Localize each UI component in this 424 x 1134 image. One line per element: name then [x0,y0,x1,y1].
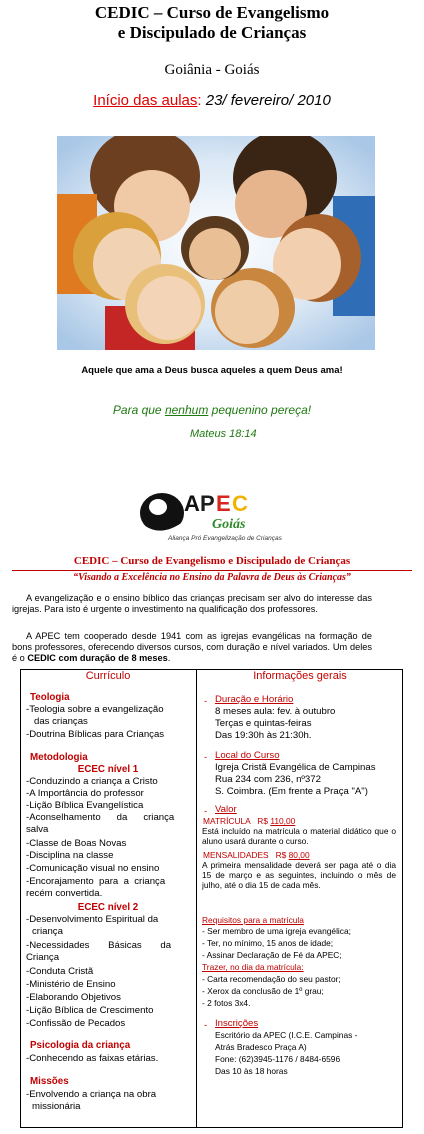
start-colon: : [197,92,202,109]
svg-text:A: A [184,491,200,516]
list-item: -Ministério de Ensino [26,979,116,990]
missoes-heading: Missões [30,1076,69,1087]
list-item: -Doutrina Bíblicas para Crianças [26,729,165,740]
title-divider [12,570,412,571]
info-line: Fone: (62)3945-1176 / 8484-6596 [215,1054,341,1064]
matricula-text: Está incluído na matrícula o material didático que o aluno usará durante o curso. [202,826,396,846]
verse-post: pequenino pereça! [208,403,312,417]
list-item: -Disciplina na classe [26,850,114,861]
info-line: S. Coimbra. (Em frente a Praça "A") [215,786,368,797]
mensalidade-value: 80,00 [288,850,310,860]
city-label: Goiânia - Goiás [164,62,260,78]
inscricoes-heading: Inscrições [215,1018,259,1029]
local-dash: - [204,752,208,763]
list-item: criança [32,926,63,937]
ecec1-heading: ECEC nível 1 [77,764,139,775]
page-title-line2: e Discipulado de Crianças [117,23,307,42]
list-item: - Carta recomendação do seu pastor; [202,974,341,984]
list-item: -Necessidades Básicas da [26,940,172,951]
intro-text: A evangelização e o ensino bíblico das crianças precisam ser alvo do interesse das igrejas. Para isto é urgente o investimento na qualificação dos professores. [12,593,372,614]
course-subtitle: “Visando a Excelência no Ensino da Palavra de Deus às Crianças” [73,572,351,583]
matricula-label: MATRÍCULA R$ [203,816,271,826]
apec-period: . [167,653,171,663]
apec-duration: CEDIC com duração de 8 meses [27,653,168,663]
list-item: -Aconselhamento da criança [26,812,175,823]
children-photo-image [57,136,375,350]
list-item: missionária [32,1101,81,1112]
list-item: -Lição Bíblica de Crescimento [26,1005,154,1016]
logo-tagline: Aliança Pró Evangelização de Crianças [168,535,282,542]
list-item: -Elaborando Objetivos [26,992,121,1003]
list-item: -A Importância do professor [26,788,144,799]
list-item: - 2 fotos 3x4. [202,998,251,1008]
info-line: 8 meses aula: fev. à outubro [215,706,336,717]
list-item: - Ter, no mínimo, 15 anos de idade; [202,938,334,948]
info-line: Terças e quintas-feiras [215,718,312,729]
local-heading: Local do Curso [215,750,280,761]
list-item: -Classe de Boas Novas [26,838,127,849]
start-date [0,92,424,109]
verse-pre: Para que [112,403,165,417]
mensalidade-price [203,850,310,860]
apec-paragraph [12,631,372,664]
bible-verse [0,403,424,417]
children-photo [57,136,375,350]
list-item: -Envolvendo a criança na obra [26,1089,157,1100]
apec-text: A APEC tem cooperado desde 1941 com as igrejas evangélicas na formação de bons professores, oferecendo diversos cursos, com duração e nível variados. Um deles é o [12,631,372,663]
list-item: -Encorajamento para a criança [26,876,166,887]
list-item: Criança [26,952,60,963]
course-title: CEDIC – Curso de Evangelismo e Discipulado de Crianças [73,555,351,567]
start-date-value: 23/ fevereiro/ 2010 [201,92,331,109]
info-line: Igreja Cristã Evangélica de Campinas [215,762,376,773]
duracao-dash: - [204,696,208,707]
info-line: Atrás Bradesco Praça A) [215,1042,307,1052]
matricula-value: 110,00 [270,816,296,826]
list-item: -Desenvolvimento Espiritual da [26,914,159,925]
list-item: - Ser membro de uma igreja evangélica; [202,926,351,936]
apec-logo-image [138,487,298,543]
apec-logo [138,487,298,543]
svg-text:C: C [232,491,248,516]
list-item: recém convertida. [26,888,103,899]
info-line: Das 19:30h às 21:30h. [215,730,312,741]
info-line: Das 10 às 18 horas [215,1066,288,1076]
list-item: -Conduta Cristã [26,966,94,977]
duracao-heading: Duração e Horário [215,694,294,705]
list-item: - Xerox da conclusão de 1º grau; [202,986,324,996]
intro-paragraph [12,593,372,615]
list-item: salva [26,824,49,835]
valor-heading: Valor [215,804,237,815]
list-item: - Assinar Declaração de Fé da APEC; [202,950,342,960]
list-item: -Lição Bíblica Evangelística [26,800,144,811]
list-item: das crianças [34,716,88,727]
psicologia-heading: Psicologia da criança [30,1040,131,1051]
curriculum-header: Currículo [85,670,131,682]
valor-dash: - [204,806,208,817]
general-info-header: Informações gerais [253,670,347,682]
ecec2-heading: ECEC nível 2 [77,902,139,913]
mensalidade-label: MENSALIDADES R$ [203,850,289,860]
list-item: -Teologia sobre a evangelização [26,704,164,715]
list-item: -Confissão de Pecados [26,1018,126,1029]
matricula-price [203,816,295,826]
mensalidade-text: A primeira mensalidade deverá ser paga até o dia 15 de março e as seguintes, incluindo o mês de julho, até o dia 15 de cada mês. [202,860,396,890]
info-line: Rua 234 com 236, nº372 [215,774,321,785]
logo-region: Goiás [212,517,246,532]
table-divider [196,669,197,1128]
list-item: -Conduzindo a criança a Cristo [26,776,158,787]
svg-text:E: E [216,491,231,516]
list-item: -Comunicação visual no ensino [26,863,160,874]
svg-text:P: P [200,491,215,516]
verse-reference: Mateus 18:14 [190,428,257,440]
trazer-heading: Trazer, no dia da matrícula: [202,962,304,972]
page-title: CEDIC – Curso de Evangelismo [94,3,330,22]
teologia-heading: Teologia [30,692,70,703]
metodologia-heading: Metodologia [30,752,88,763]
inscricoes-dash: - [204,1020,208,1031]
start-label: Início das aulas [93,92,198,109]
verse-emphasis: nenhum [164,403,209,417]
info-line: Escritório da APEC (I.C.E. Campinas - [215,1030,358,1040]
photo-caption: Aquele que ama a Deus busca aqueles a quem Deus ama! [81,365,343,376]
requisitos-heading: Requisitos para a matrícula [202,915,304,925]
list-item: -Conhecendo as faixas etárias. [26,1053,159,1064]
